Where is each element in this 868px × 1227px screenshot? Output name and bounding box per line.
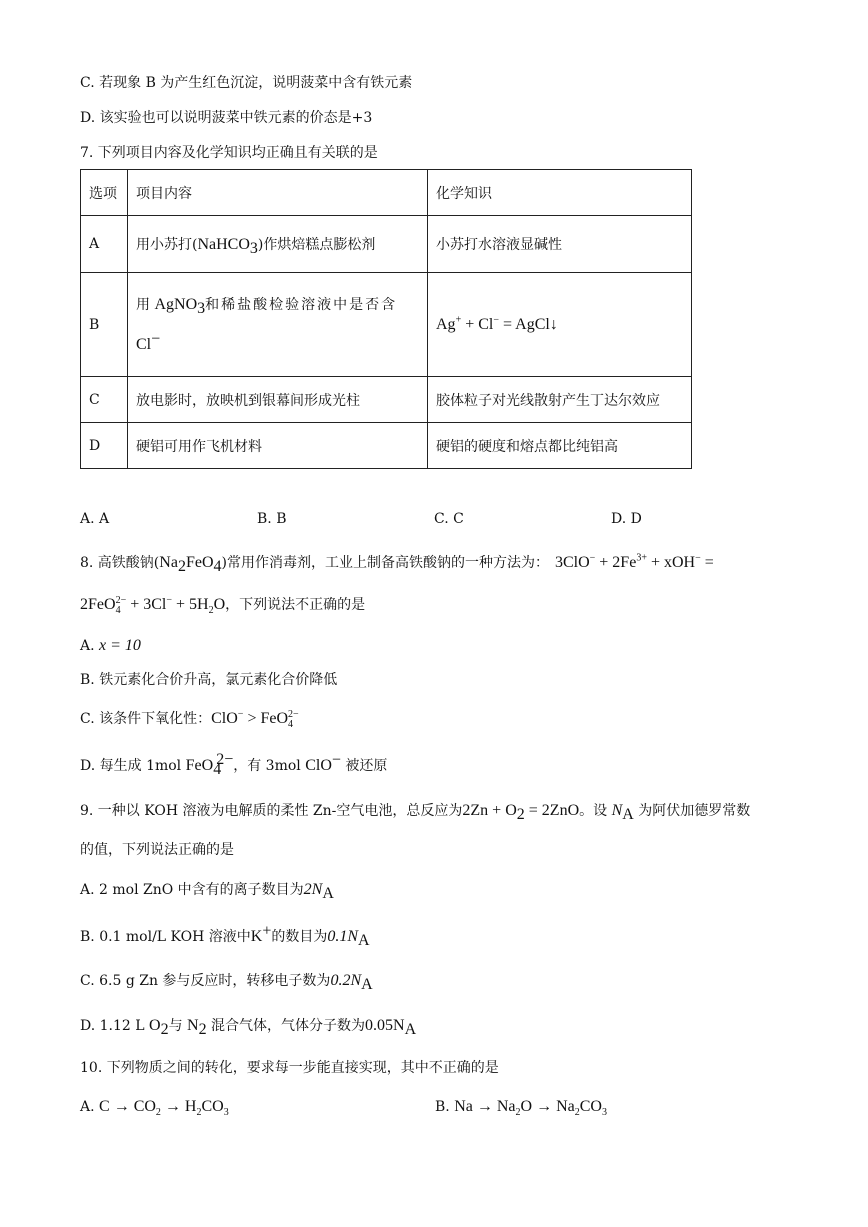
row-a-content: 用小苏打(NaHCO$_3$)作烘焙糕点膨松剂 bbox=[128, 216, 428, 273]
q9-option-a[interactable]: A. 2 mol ZnO 中含有的离子数目为$2N_A$ bbox=[80, 881, 334, 902]
q8-equation-left: $3ClO^- + 2Fe^{3+} + xOH^-$ = bbox=[554, 552, 714, 571]
table-row bbox=[81, 273, 692, 377]
q9-stem-line2: 的值，下列说法正确的是 bbox=[80, 842, 234, 858]
q8-stem-line2: $2FeO_4^{2-} + 3Cl^- + 5H_2O$，下列说法不正确的是 bbox=[80, 594, 366, 617]
q7-option-c[interactable]: C. C bbox=[434, 511, 464, 527]
q8-option-d[interactable]: D. 每生成 1mol FeO$_4^{2-}$，有 3mol ClO− 被还原 bbox=[80, 751, 388, 778]
q9-option-b[interactable]: B. 0.1 mol/L KOH 溶液中K+的数目为$0.1N_A$ bbox=[80, 922, 370, 949]
row-c-content: 放电影时，放映机到银幕间形成光柱 bbox=[128, 377, 428, 423]
q7-options bbox=[80, 511, 800, 531]
header-knowledge: 化学知识 bbox=[428, 170, 692, 216]
row-a-label: A bbox=[81, 216, 128, 273]
header-option: 选项 bbox=[81, 170, 128, 216]
row-c-label: C bbox=[81, 377, 128, 423]
table-header-row bbox=[81, 170, 692, 216]
q8-option-a[interactable]: A. x = 10 bbox=[80, 637, 141, 654]
q7-stem: 7. 下列项目内容及化学知识均正确且有关联的是 bbox=[80, 145, 378, 161]
table-row bbox=[81, 423, 692, 469]
q9-option-d[interactable]: D. 1.12 L $O_2$与 $N_2$ 混合气体，气体分子数为$0.05N_A$ bbox=[80, 1017, 417, 1038]
q8-option-c[interactable]: C. 该条件下氧化性：ClO− > FeO$_4^{2-}$ bbox=[80, 708, 299, 731]
row-b-label: B bbox=[81, 273, 128, 377]
row-b-knowledge: Ag+ + Cl− = AgCl↓ bbox=[428, 273, 692, 377]
row-c-knowledge: 胶体粒子对光线散射产生丁达尔效应 bbox=[428, 377, 692, 423]
precipitate-arrow-icon: ↓ bbox=[549, 315, 558, 333]
q7-option-a[interactable]: A. A bbox=[80, 511, 110, 527]
q10-stem: 10. 下列物质之间的转化，要求每一步能直接实现，其中不正确的是 bbox=[80, 1060, 499, 1076]
header-content: 项目内容 bbox=[128, 170, 428, 216]
table-row bbox=[81, 377, 692, 423]
q10-option-a[interactable]: A. $C \to CO_2 \to H_2CO_3$ bbox=[80, 1098, 229, 1119]
q9-option-c[interactable]: C. 6.5 g Zn 参与反应时，转移电子数为$0.2N_A$ bbox=[80, 972, 373, 993]
row-b-content: 用 AgNO$_3$和稀盐酸检验溶液中是否含 Cl− bbox=[128, 273, 428, 377]
row-d-label: D bbox=[81, 423, 128, 469]
q6-option-c: C. 若现象 B 为产生红色沉淀，说明菠菜中含有铁元素 bbox=[80, 75, 413, 91]
q7-option-d[interactable]: D. D bbox=[611, 511, 642, 527]
q6-option-d: D. 该实验也可以说明菠菜中铁元素的价态是+3 bbox=[80, 110, 373, 126]
q9-stem: 9. 一种以 KOH 溶液为电解质的柔性 Zn-空气电池，总反应为$2Zn + O_2 = 2ZnO$。设 $N_A$ 为阿伏加德罗常数 bbox=[80, 802, 751, 823]
q10-option-b[interactable]: B. $Na \to Na_2O \to Na_2CO_3$ bbox=[435, 1098, 607, 1119]
row-d-knowledge: 硬铝的硬度和熔点都比纯铝高 bbox=[428, 423, 692, 469]
q7-table bbox=[80, 169, 692, 469]
q8-option-b[interactable]: B. 铁元素化合价升高，氯元素化合价降低 bbox=[80, 672, 338, 688]
row-d-content: 硬铝可用作飞机材料 bbox=[128, 423, 428, 469]
q8-stem: 8. 高铁酸钠$(Na_2FeO_4)$常用作消毒剂，工业上制备高铁酸钠的一种方法为： $3ClO^- + 2Fe^{3+} + xOH^-$ = bbox=[80, 552, 714, 575]
table-row bbox=[81, 216, 692, 273]
q8-equation-right: $2FeO_4^{2-} + 3Cl^- + 5H_2O$ bbox=[80, 594, 226, 617]
row-a-knowledge: 小苏打水溶液显碱性 bbox=[428, 216, 692, 273]
q7-option-b[interactable]: B. B bbox=[257, 511, 287, 527]
